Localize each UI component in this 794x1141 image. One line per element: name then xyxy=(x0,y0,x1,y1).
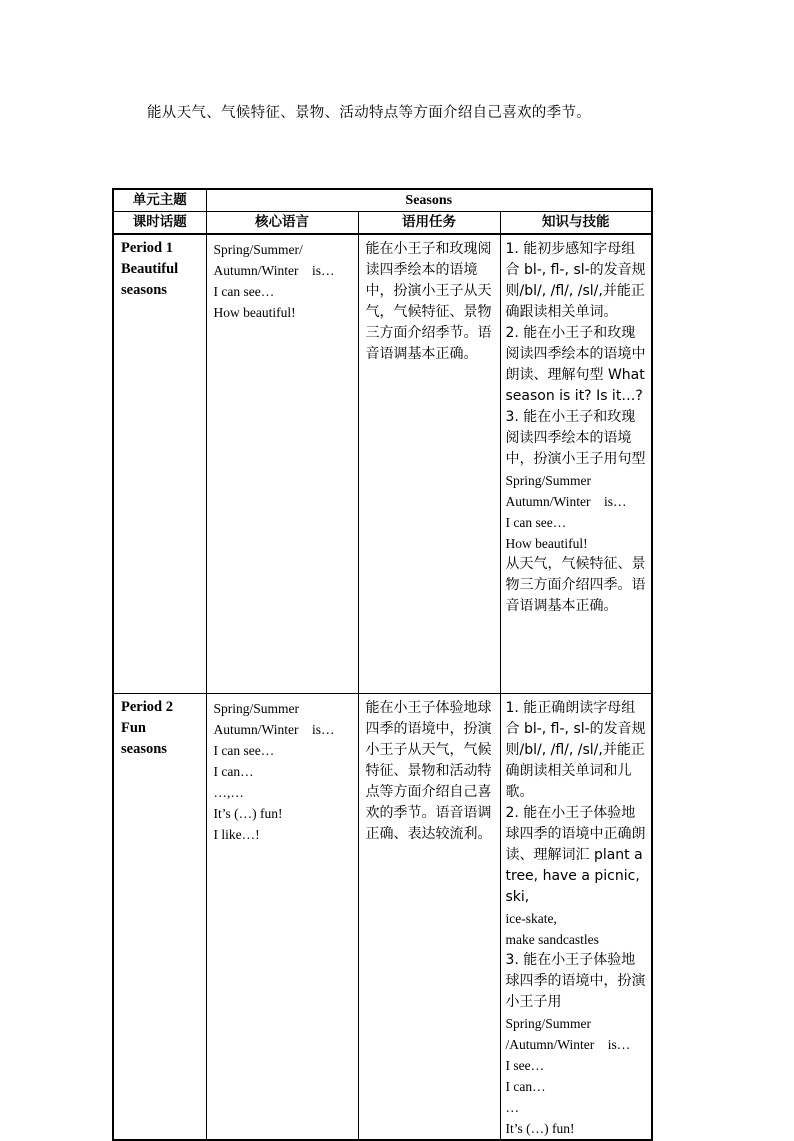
skill-line: Spring/Summer xyxy=(505,473,592,488)
header-task: 语用任务 xyxy=(358,212,500,235)
period-title-line: seasons xyxy=(121,741,167,757)
period-title xyxy=(113,694,206,1141)
skill-item: 1. 能初步感知字母组合 bl-, fl-, sl-的发音规则/bl/, /fl/, /sl/,并能正确跟读相关单词。 xyxy=(505,241,646,320)
knowledge-skills xyxy=(500,234,652,694)
language-line: How beautiful! xyxy=(213,305,296,320)
skill-line: How beautiful! xyxy=(505,536,588,551)
skill-line: Autumn/Winter is… xyxy=(505,494,627,509)
skill-line: It’s (…) fun! xyxy=(505,1121,575,1136)
language-line: Autumn/Winter is… xyxy=(213,263,335,278)
language-line: I like…! xyxy=(213,827,260,842)
skill-item: 1. 能正确朗读字母组合 bl-, fl-, sl-的发音规则/bl/, /fl/, /sl/,并能正确朗读相关单词和儿歌。 xyxy=(505,700,646,800)
lesson-plan-table xyxy=(112,188,653,1141)
skill-item: 3. 能在小王子体验地球四季的语境中，扮演小王子用 xyxy=(505,952,646,1010)
period-title-line: Period 1 xyxy=(121,240,173,256)
language-line: I can… xyxy=(213,764,254,779)
skill-line: ice-skate, xyxy=(505,911,557,926)
language-line: I can see… xyxy=(213,284,275,299)
language-line: Spring/Summer xyxy=(213,701,300,716)
skill-line: /Autumn/Winter is… xyxy=(505,1037,631,1052)
skill-line: make sandcastles xyxy=(505,932,599,947)
unit-value: Seasons xyxy=(206,189,652,212)
skill-item: 2. 能在小王子和玫瑰阅读四季绘本的语境中朗读、理解句型 What season is it? Is it…? xyxy=(505,325,646,404)
knowledge-skills xyxy=(500,694,652,1141)
period-title-line: Beautiful xyxy=(121,261,179,277)
header-skills: 知识与技能 xyxy=(500,212,652,235)
skill-line: I can… xyxy=(505,1079,546,1094)
header-row xyxy=(113,212,652,235)
period-title-line: seasons xyxy=(121,282,167,298)
skill-line: … xyxy=(505,1100,519,1115)
language-line: Autumn/Winter is… xyxy=(213,722,335,737)
period-title xyxy=(113,234,206,694)
language-line: It’s (…) fun! xyxy=(213,806,283,821)
header-topic: 课时话题 xyxy=(113,212,206,235)
pragmatic-task: 能在小王子和玫瑰阅读四季绘本的语境中，扮演小王子从天气，气候特征、景物三方面介绍季节。语音语调基本正确。 xyxy=(358,234,500,694)
skill-item: 3. 能在小王子和玫瑰阅读四季绘本的语境中，扮演小王子用句型 xyxy=(505,409,646,467)
header-core-language: 核心语言 xyxy=(206,212,358,235)
core-language xyxy=(206,694,358,1141)
intro-sentence: 能从天气、气候特征、景物、活动特点等方面介绍自己喜欢的季节。 xyxy=(147,105,591,121)
language-line: I can see… xyxy=(213,743,275,758)
skill-line: Spring/Summer xyxy=(505,1016,592,1031)
period-title-line: Period 2 xyxy=(121,699,173,715)
unit-row xyxy=(113,189,652,212)
table-row xyxy=(113,694,652,1141)
skill-item: 2. 能在小王子体验地球四季的语境中正确朗读、理解词汇 plant a tree, have a picnic, ski, xyxy=(505,805,646,905)
language-line: …,… xyxy=(213,785,244,800)
table-row xyxy=(113,234,652,694)
skill-item: 从天气，气候特征、景物三方面介绍四季。语音语调基本正确。 xyxy=(505,556,646,614)
language-line: Spring/Summer/ xyxy=(213,242,303,257)
core-language xyxy=(206,234,358,694)
skill-line: I can see… xyxy=(505,515,567,530)
skill-line: I see… xyxy=(505,1058,545,1073)
unit-label: 单元主题 xyxy=(113,189,206,212)
pragmatic-task: 能在小王子体验地球四季的语境中，扮演小王子从天气，气候特征、景物和活动特点等方面介绍自己喜欢的季节。语音语调正确、表达较流利。 xyxy=(358,694,500,1141)
period-title-line: Fun xyxy=(121,720,146,736)
